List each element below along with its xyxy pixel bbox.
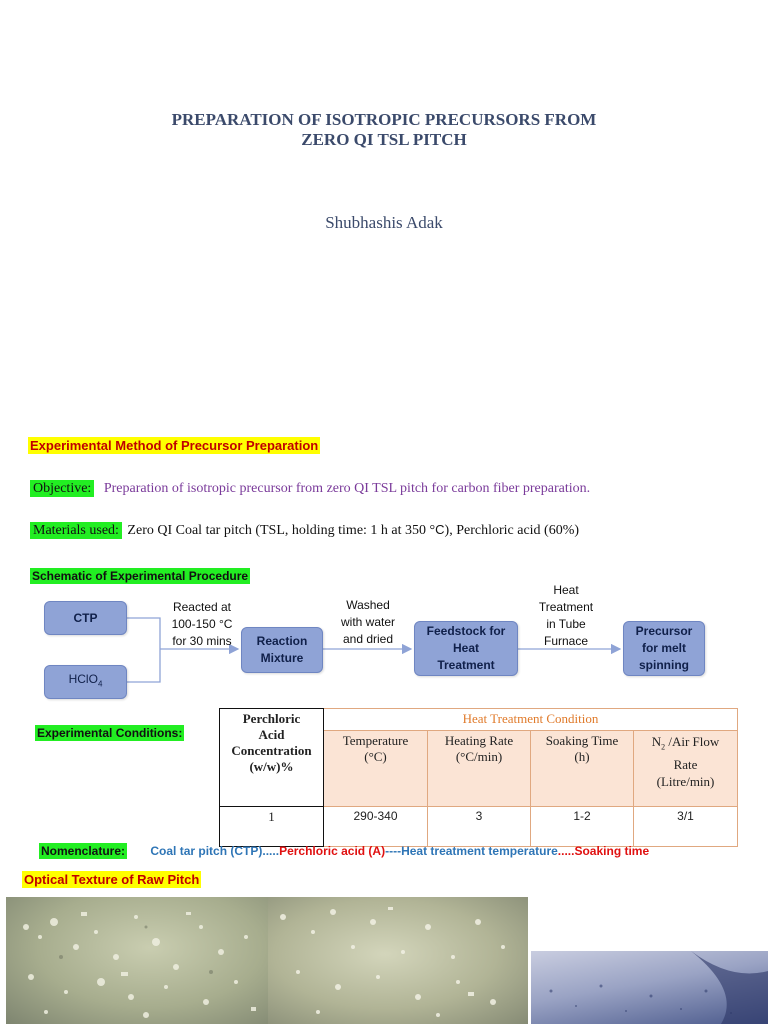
micrograph-image-3 [531,951,768,1024]
heating-rate-value: 3 [428,807,531,847]
flow-rate-header: $N_2$ /Air Flow Rate (Litre/min) [634,731,738,807]
materials-label: Materials used: [30,522,122,539]
reaction-mixture-box: Reaction Mixture [241,627,323,673]
conditions-table [219,708,738,847]
micrograph-image-2 [268,897,528,1024]
heat-treatment-header: Heat Treatment Condition [324,709,738,731]
method-heading: Experimental Method of Precursor Preparation [30,438,319,453]
page-title [0,110,768,150]
micrograph-texture-1 [6,897,268,1024]
objective-text: Preparation of isotropic precursor from zero QI TSL pitch for carbon fiber preparation. [103,481,591,496]
nomenclature-line: Nomenclature: Coal tar pitch (CTP).....Perchloric acid (A)----Heat treatment temperature.....Soaking time [41,844,650,858]
step-wash: Washed with water and dried [340,598,396,646]
micrograph-texture-3 [531,951,768,1024]
micrograph-texture-2 [268,897,528,1024]
feedstock-box: Feedstock for Heat Treatment [414,621,518,676]
conditions-label: Experimental Conditions: [37,726,183,740]
schematic-heading: Schematic of Experimental Procedure [32,569,249,583]
hclo4-box: HClO$_4$ [44,665,127,699]
objective-label: Objective: [30,480,94,497]
step-heat-treatment: Heat Treatment in Tube Furnace [538,583,594,648]
nomenclature-label: Nomenclature: [41,844,126,858]
micrograph-image-1 [6,897,268,1024]
optical-heading: Optical Texture of Raw Pitch [24,872,200,887]
soaking-time-header: Soaking Time (h) [531,731,634,807]
materials-text: Zero QI Coal tar pitch (TSL, holding time: 1 h at 350 °C), Perchloric acid (60%) [127,522,580,538]
acid-value: 1 [220,807,324,847]
author-name: Shubhashis Adak [325,213,443,232]
materials-line [30,522,579,539]
temperature-value: 290-340 [324,807,428,847]
precursor-box: Precursor for melt spinning [623,621,705,676]
soaking-time-value: 1-2 [531,807,634,847]
title-line-1: PREPARATION OF ISOTROPIC PRECURSORS FROM [171,110,597,129]
ctp-box: CTP [44,601,127,635]
step-reaction-conditions: Reacted at 100-150 °C for 30 mins [171,600,233,648]
heating-rate-header: Heating Rate (°C/min) [428,731,531,807]
acid-header: Perchloric Acid Concentration (w/w)% [220,709,324,807]
title-line-2: ZERO QI TSL PITCH [301,130,467,149]
temperature-header: Temperature (°C) [324,731,428,807]
flow-rate-value: 3/1 [634,807,738,847]
objective-line [30,481,590,497]
